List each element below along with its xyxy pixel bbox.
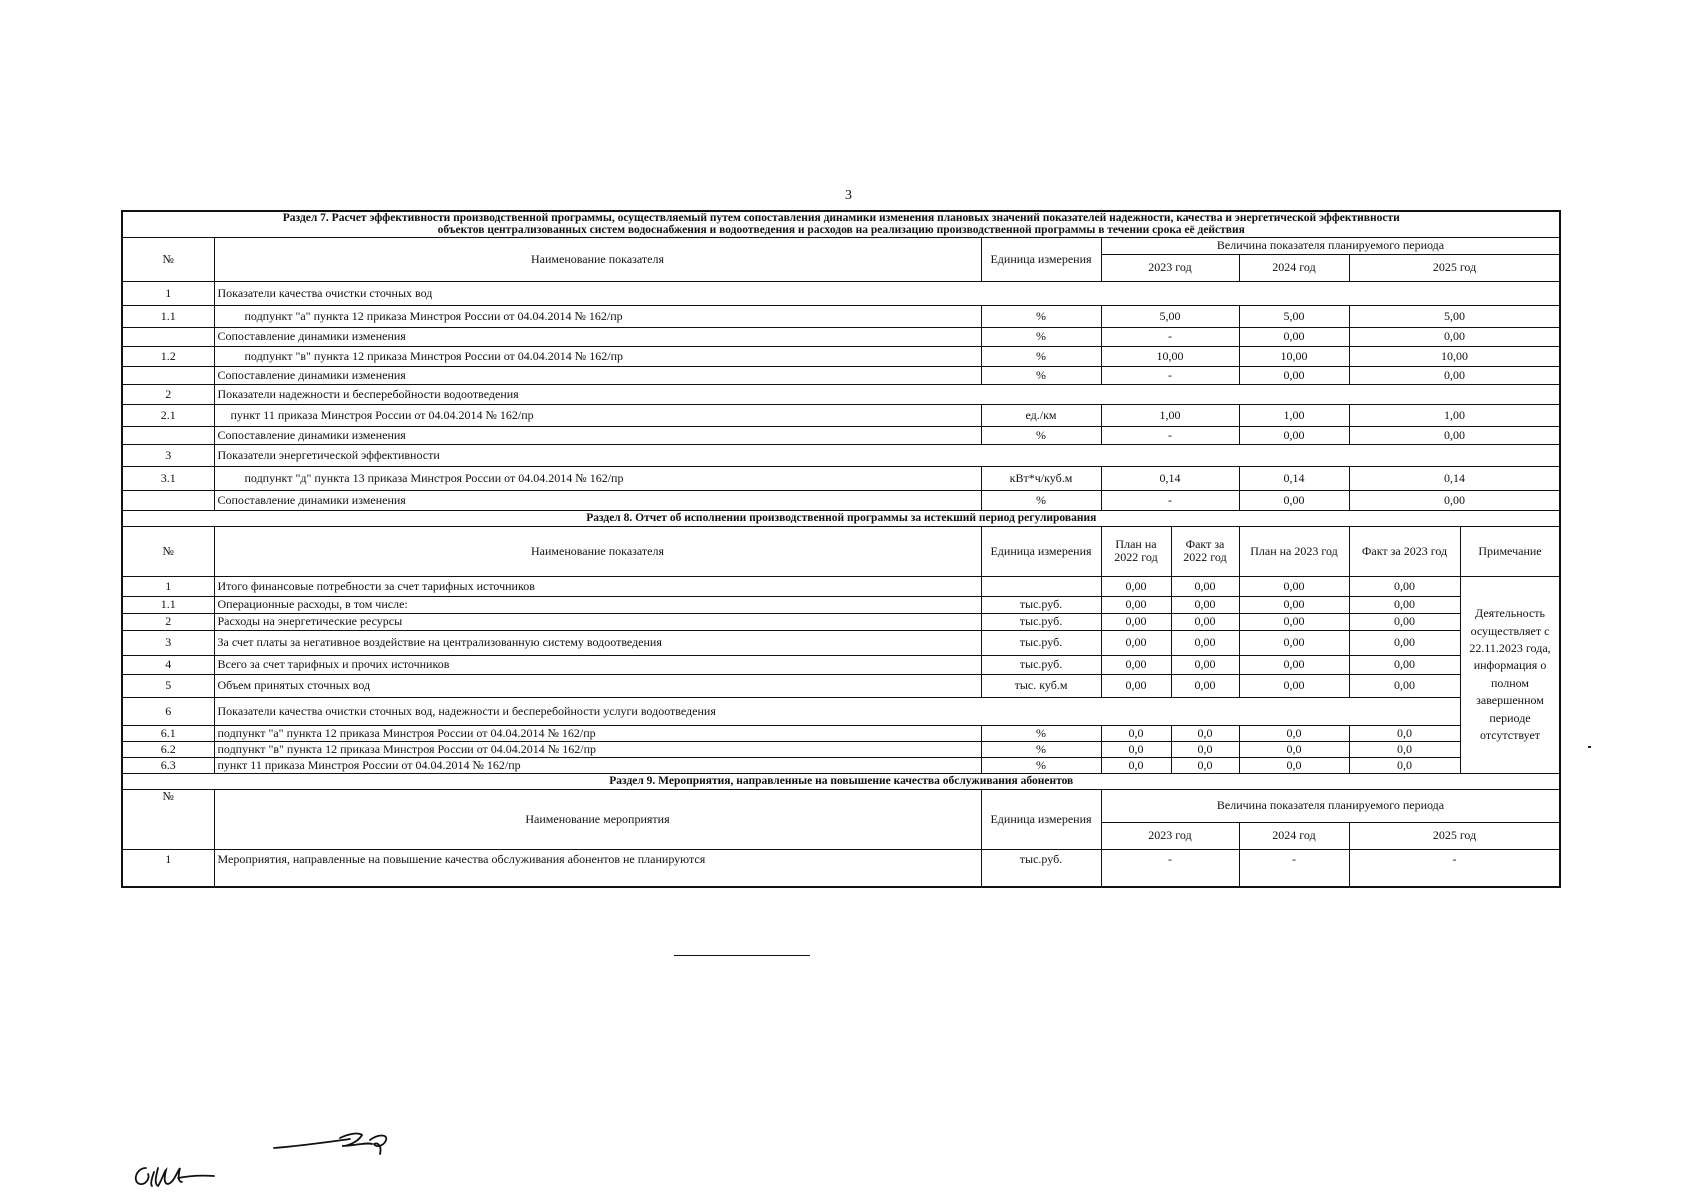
section9-title: Раздел 9. Мероприятия, направленные на повышение качества обслуживания абонентов xyxy=(122,773,1560,789)
row-plan-2023: 0,00 xyxy=(1239,613,1349,630)
row-name: Сопоставление динамики изменения xyxy=(214,327,981,346)
table-row xyxy=(122,725,1560,741)
table-row xyxy=(122,384,1560,404)
row-name: Сопоставление динамики изменения xyxy=(214,366,981,384)
row-fact-2022: 0,0 xyxy=(1171,725,1239,741)
header-period: Величина показателя планируемого периода xyxy=(1101,237,1560,254)
row-fact-2023: 0,00 xyxy=(1349,576,1460,596)
header-note: Примечание xyxy=(1460,526,1560,576)
table-row xyxy=(122,576,1560,596)
row-name: Сопоставление динамики изменения xyxy=(214,426,981,444)
row-fact-2023: 0,00 xyxy=(1349,655,1460,674)
row-plan-2022: 0,0 xyxy=(1101,725,1171,741)
section7-title-row xyxy=(122,211,1560,237)
row-value-2023: 0,14 xyxy=(1101,466,1239,490)
table-row xyxy=(122,305,1560,327)
row-unit: % xyxy=(981,490,1101,510)
page-number: 3 xyxy=(845,188,852,203)
row-value-2024: 10,00 xyxy=(1239,346,1349,366)
row-plan-2023: 0,00 xyxy=(1239,630,1349,655)
row-unit: % xyxy=(981,741,1101,757)
row-unit: % xyxy=(981,426,1101,444)
row-plan-2023: 0,0 xyxy=(1239,741,1349,757)
row-value-2024: 1,00 xyxy=(1239,404,1349,426)
end-separator-line xyxy=(674,955,810,956)
row-num: 1.1 xyxy=(122,305,214,327)
table-row xyxy=(122,327,1560,346)
row-name: За счет платы за негативное воздействие на централизованную систему водоотведения xyxy=(214,630,981,655)
row-name: Итого финансовые потребности за счет тарифных источников xyxy=(214,576,981,596)
row-num xyxy=(122,490,214,510)
row-name: подпункт "в" пункта 12 приказа Минстроя России от 04.04.2014 № 162/пр xyxy=(214,346,981,366)
section7-title xyxy=(122,211,1560,237)
row-plan-2023: 0,00 xyxy=(1239,576,1349,596)
row-unit: кВт*ч/куб.м xyxy=(981,466,1101,490)
row-name: Объем принятых сточных вод xyxy=(214,674,981,697)
row-num: 6.2 xyxy=(122,741,214,757)
row-fact-2023: 0,00 xyxy=(1349,630,1460,655)
row-fact-2023: 0,00 xyxy=(1349,596,1460,613)
row-value-2023: - xyxy=(1101,849,1239,887)
row-fact-2022: 0,0 xyxy=(1171,741,1239,757)
row-plan-2023: 0,0 xyxy=(1239,725,1349,741)
row-value-2025: 0,00 xyxy=(1349,327,1560,346)
header-unit: Единица измерения xyxy=(981,526,1101,576)
header-year: 2025 год xyxy=(1349,254,1560,281)
row-plan-2022: 0,0 xyxy=(1101,741,1171,757)
row-value-2023: 1,00 xyxy=(1101,404,1239,426)
note-cell: Деятельность осуществляет с 22.11.2023 года, информация о полном завершенном периоде отсутствует xyxy=(1460,576,1560,773)
header-num: № xyxy=(122,237,214,281)
row-group-title: Показатели надежности и бесперебойности водоотведения xyxy=(214,384,1560,404)
table-row xyxy=(122,426,1560,444)
row-value-2025: 0,00 xyxy=(1349,490,1560,510)
section7-title-line-1: Раздел 7. Расчет эффективности производственной программы, осуществляемый путем сопоставления динамики изменения плановых значений показателей надежности, качества и энергетической эффективности xyxy=(282,212,1400,224)
header-period: Величина показателя планируемого периода xyxy=(1101,789,1560,822)
row-value-2024: 0,00 xyxy=(1239,366,1349,384)
row-fact-2022: 0,00 xyxy=(1171,630,1239,655)
header-plan-2023: План на 2023 год xyxy=(1239,526,1349,576)
table-row xyxy=(122,466,1560,490)
row-fact-2023: 0,00 xyxy=(1349,613,1460,630)
row-unit: тыс. куб.м xyxy=(981,674,1101,697)
row-num: 1 xyxy=(122,849,214,887)
row-value-2023: - xyxy=(1101,426,1239,444)
section8-header-row xyxy=(122,526,1560,576)
section8-title: Раздел 8. Отчет об исполнении производственной программы за истекший период регулирования xyxy=(122,510,1560,526)
row-unit: тыс.руб. xyxy=(981,613,1101,630)
row-fact-2023: 0,00 xyxy=(1349,674,1460,697)
row-name: Всего за счет тарифных и прочих источников xyxy=(214,655,981,674)
row-fact-2023: 0,0 xyxy=(1349,725,1460,741)
row-unit: тыс.руб. xyxy=(981,596,1101,613)
row-name: Мероприятия, направленные на повышение качества обслуживания абонентов не планируются xyxy=(214,849,981,887)
row-name: пункт 11 приказа Минстроя России от 04.04.2014 № 162/пр xyxy=(214,404,981,426)
section7-title-line-2: объектов централизованных систем водоснабжения и водоотведения и расходов на реализацию производственной программы в течении срока её действия xyxy=(437,224,1245,237)
row-num: 3 xyxy=(122,444,214,466)
row-value-2024: - xyxy=(1239,849,1349,887)
row-unit: тыс.руб. xyxy=(981,630,1101,655)
header-year: 2024 год xyxy=(1239,822,1349,849)
row-num: 2 xyxy=(122,384,214,404)
table-row xyxy=(122,596,1560,613)
row-unit: % xyxy=(981,305,1101,327)
row-num xyxy=(122,366,214,384)
table-row xyxy=(122,366,1560,384)
row-name: Сопоставление динамики изменения xyxy=(214,490,981,510)
table-row xyxy=(122,630,1560,655)
row-plan-2023: 0,0 xyxy=(1239,757,1349,773)
table-row xyxy=(122,741,1560,757)
table-row xyxy=(122,404,1560,426)
header-plan-2022: План на 2022 год xyxy=(1101,526,1171,576)
row-name: подпункт "в" пункта 12 приказа Минстроя России от 04.04.2014 № 162/пр xyxy=(214,741,981,757)
section9-header-row-1 xyxy=(122,789,1560,822)
row-unit xyxy=(981,576,1101,596)
signature-2 xyxy=(270,1126,400,1162)
row-value-2024: 5,00 xyxy=(1239,305,1349,327)
row-plan-2022: 0,00 xyxy=(1101,596,1171,613)
report-table xyxy=(121,210,1561,888)
header-year: 2025 год xyxy=(1349,822,1560,849)
row-fact-2022: 0,00 xyxy=(1171,613,1239,630)
row-value-2025: 0,14 xyxy=(1349,466,1560,490)
row-value-2024: 0,00 xyxy=(1239,490,1349,510)
table-row xyxy=(122,757,1560,773)
row-num: 2.1 xyxy=(122,404,214,426)
row-fact-2022: 0,00 xyxy=(1171,576,1239,596)
row-num: 6.3 xyxy=(122,757,214,773)
row-value-2023: 5,00 xyxy=(1101,305,1239,327)
header-unit: Единица измерения xyxy=(981,237,1101,281)
row-plan-2022: 0,00 xyxy=(1101,674,1171,697)
header-name: Наименование показателя xyxy=(214,237,981,281)
signature-1 xyxy=(128,1150,228,1190)
table-row xyxy=(122,444,1560,466)
row-value-2025: 10,00 xyxy=(1349,346,1560,366)
row-unit: % xyxy=(981,757,1101,773)
table-row xyxy=(122,655,1560,674)
table-row xyxy=(122,281,1560,305)
row-name: Расходы на энергетические ресурсы xyxy=(214,613,981,630)
row-name: Операционные расходы, в том числе: xyxy=(214,596,981,613)
section8-title-row xyxy=(122,510,1560,526)
row-unit: % xyxy=(981,346,1101,366)
row-name: подпункт "д" пункта 13 приказа Минстроя России от 04.04.2014 № 162/пр xyxy=(214,466,981,490)
section9-title-row xyxy=(122,773,1560,789)
row-group-title: Показатели энергетической эффективности xyxy=(214,444,1560,466)
scan-speck xyxy=(1588,746,1591,748)
row-value-2024: 0,00 xyxy=(1239,327,1349,346)
row-unit: % xyxy=(981,327,1101,346)
row-num: 6.1 xyxy=(122,725,214,741)
row-fact-2022: 0,00 xyxy=(1171,655,1239,674)
row-unit: % xyxy=(981,366,1101,384)
row-unit: тыс.руб. xyxy=(981,655,1101,674)
row-unit: % xyxy=(981,725,1101,741)
row-num xyxy=(122,327,214,346)
row-value-2025: 0,00 xyxy=(1349,426,1560,444)
row-unit: тыс.руб. xyxy=(981,849,1101,887)
row-name: подпункт "а" пункта 12 приказа Минстроя России от 04.04.2014 № 162/пр xyxy=(214,305,981,327)
row-num: 3 xyxy=(122,630,214,655)
row-plan-2022: 0,0 xyxy=(1101,757,1171,773)
row-num: 1 xyxy=(122,576,214,596)
table-row xyxy=(122,490,1560,510)
row-value-2024: 0,00 xyxy=(1239,426,1349,444)
row-plan-2023: 0,00 xyxy=(1239,655,1349,674)
row-num: 1.2 xyxy=(122,346,214,366)
row-plan-2022: 0,00 xyxy=(1101,576,1171,596)
row-value-2023: - xyxy=(1101,490,1239,510)
header-year: 2024 год xyxy=(1239,254,1349,281)
header-year: 2023 год xyxy=(1101,822,1239,849)
row-num xyxy=(122,426,214,444)
row-value-2023: 10,00 xyxy=(1101,346,1239,366)
row-plan-2022: 0,00 xyxy=(1101,630,1171,655)
header-name: Наименование мероприятия xyxy=(214,789,981,849)
row-value-2023: - xyxy=(1101,366,1239,384)
row-num: 1 xyxy=(122,281,214,305)
row-plan-2023: 0,00 xyxy=(1239,674,1349,697)
row-name: пункт 11 приказа Минстроя России от 04.04.2014 № 162/пр xyxy=(214,757,981,773)
row-plan-2022: 0,00 xyxy=(1101,655,1171,674)
header-fact-2022: Факт за 2022 год xyxy=(1171,526,1239,576)
row-num: 2 xyxy=(122,613,214,630)
table-row xyxy=(122,613,1560,630)
row-fact-2023: 0,0 xyxy=(1349,741,1460,757)
row-value-2024: 0,14 xyxy=(1239,466,1349,490)
header-num: № xyxy=(122,789,214,849)
row-value-2023: - xyxy=(1101,327,1239,346)
header-fact-2023: Факт за 2023 год xyxy=(1349,526,1460,576)
table-row xyxy=(122,346,1560,366)
row-value-2025: - xyxy=(1349,849,1560,887)
table-row xyxy=(122,674,1560,697)
header-year: 2023 год xyxy=(1101,254,1239,281)
header-unit: Единица измерения xyxy=(981,789,1101,849)
row-unit: ед./км xyxy=(981,404,1101,426)
row-num: 1.1 xyxy=(122,596,214,613)
row-group-title: Показатели качества очистки сточных вод xyxy=(214,281,1560,305)
row-group-title: Показатели качества очистки сточных вод, надежности и бесперебойности услуги водоотведения xyxy=(214,697,1460,725)
row-plan-2023: 0,00 xyxy=(1239,596,1349,613)
header-name: Наименование показателя xyxy=(214,526,981,576)
row-fact-2023: 0,0 xyxy=(1349,757,1460,773)
header-num: № xyxy=(122,526,214,576)
row-fact-2022: 0,00 xyxy=(1171,596,1239,613)
row-fact-2022: 0,00 xyxy=(1171,674,1239,697)
row-name: подпункт "а" пункта 12 приказа Минстроя России от 04.04.2014 № 162/пр xyxy=(214,725,981,741)
row-num: 6 xyxy=(122,697,214,725)
section7-header-row-1 xyxy=(122,237,1560,254)
row-num: 3.1 xyxy=(122,466,214,490)
table-row xyxy=(122,849,1560,887)
row-num: 4 xyxy=(122,655,214,674)
row-value-2025: 0,00 xyxy=(1349,366,1560,384)
row-fact-2022: 0,0 xyxy=(1171,757,1239,773)
row-value-2025: 5,00 xyxy=(1349,305,1560,327)
row-num: 5 xyxy=(122,674,214,697)
row-value-2025: 1,00 xyxy=(1349,404,1560,426)
row-plan-2022: 0,00 xyxy=(1101,613,1171,630)
table-row xyxy=(122,697,1560,725)
